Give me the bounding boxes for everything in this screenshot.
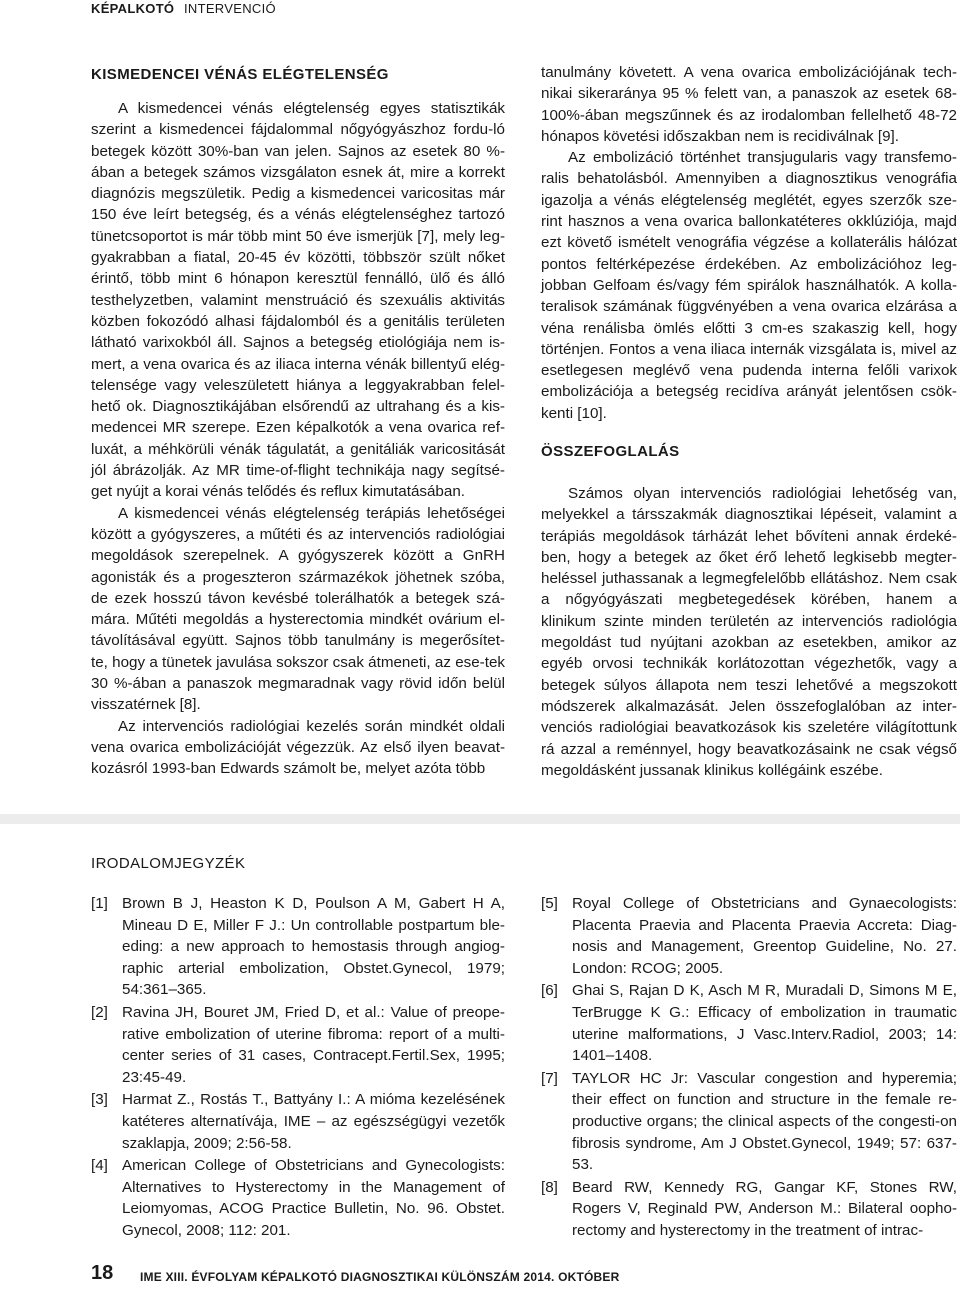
reference-number: [7] (541, 1069, 558, 1087)
reference-text: Ghai S, Rajan D K, Asch M R, Muradali D, Simons M E, TerBrugge K G.: Efficacy of embolization in traumatic uterine malformations, J Vasc.Interv.Radiol, 2003; 14: 1401–1408. (572, 982, 957, 1065)
paragraph: A kismedencei vénás elégtelenség egyes statisztikák szerint a kismedencei fájdalommal nőgyógyászhoz fordu-ló betegek között 30%-ban van jelen. Sajnos az esetek 80 %-ában a betegek számos vizsgálaton esnek át, mire a korrekt diagnózis megszületik. Pedig a kismedencei varicositas már 150 éve leírt betegség, és a vénás elégtelenséghez tartozó tünetcsoportot is már több mint 50 éve ismerjük [7], mely leg-gyakrabban a fiatal, 20-45 év közötti, többször szült nőket érintő, több mint 6 hónapon keresztül fennálló, ülő és álló testhelyzetben, valamint menstruáció és szexuális aktivitás közben fokozódó alhasi fájdalomból és a genitális területen látható varixokból áll. Sajnos a betegség etiológiája nem is-mert, a vena ovarica és az iliaca interna vénák billentyű elég-telensége vagy veleszületett hiánya a leggyakrabban felel-hető ok. Diagnosztikájában elsőrendű az ultrahang és a kis-medencei MR szerepe. Ezen képalkotók a vena ovarica ref-luxát, a méhkörüli vénák tágulatát, a genitáliák varicositását jól ábrázolják. Az MR time-of-flight technikája nagy segítsé-get nyújt a korai vénás telődés és reflux kimutatásában. (91, 100, 505, 501)
reference-number: [1] (91, 895, 108, 912)
reference-item (91, 1089, 505, 1154)
paragraph: tanulmány követett. A vena ovarica embolizációjának tech-nikai sikeraránya 95 % felett van, a panaszok az esetek 68-100%-ában megszűnnek és az irodalomban fellelhető 48-72 hónapos követési időszakban nem is recidiválnak [9]. (541, 64, 957, 145)
summary-text (541, 483, 957, 781)
header-subsection: INTERVENCIÓ (184, 1, 276, 16)
page-footer (91, 1262, 960, 1289)
reference-text: Royal College of Obstetricians and Gynaecologists: Placenta Praevia and Placenta Praevia Accreta: Diag-nosis and Management, Greentop Guideline, No. 27. London: RCOG; 2005. (572, 895, 957, 977)
references-title: IRODALOMJEGYZÉK (91, 855, 246, 872)
reference-number: [4] (91, 1157, 108, 1175)
reference-item (541, 1177, 957, 1242)
section-divider (0, 814, 960, 824)
references-left-column (91, 893, 505, 1243)
journal-info: IME XIII. ÉVFOLYAM KÉPALKOTÓ DIAGNOSZTIKAI KÜLÖNSZÁM 2014. OKTÓBER (140, 1270, 620, 1284)
reference-text: Brown B J, Heaston K D, Poulson A M, Gabert H A, Mineau D E, Miller F J.: Un controllable postpartum ble-eding: a new approach to hemostasis through angiog-raphic arterial embolization, Obstet.Gynecol, 1979; 54:361–365. (122, 895, 505, 999)
reference-text: American College of Obstetricians and Gynecologists: Alternatives to Hysterectomy in the Management of Leiomyomas, ACOG Practice Bulletin, No. 96. Obstet. Gynecol, 2008; 112: 201. (122, 1157, 505, 1239)
section-heading-summary: ÖSSZEFOGLALÁS (541, 443, 680, 460)
reference-item (91, 893, 505, 1001)
references-right-column (541, 893, 957, 1243)
reference-text: Ravina JH, Bouret JM, Fried D, et al.: Value of preope-rative embolization of uterine fibroma: report of a multi-center series of 31 cases, Contracept.Fertil.Sex, 1995; 23:45-49. (122, 1003, 505, 1086)
paragraph: Az embolizáció történhet transjugularis vagy transfemo-ralis behatolásból. Amennyiben a diagnosztikus venográfia igazolja a vénás elégtelenség meglétét, egyes szerzők sze-rint hasznos a vena ovarica ballonkatéteres okklúziója, majd ezt követő ismételt venográfia végzése a kollaterális hálózat pontos feltérképezése érdekében. Az embolizációhoz leg-jobban Gelfoam és/vagy fém spirálok használhatók. A kolla-teralisok számának függvényében a vena ovarica elzárása a véna renálisba ömlés előtti 3 cm-es szakaszig kell, hogy történjen. Fontos a vena iliaca internák vizsgálata is, mivel az esetlegesen meglévő vena pudenda interna felőli varixok embolizációja a betegség recidíva arányát jelentősen csök-kenti [10]. (541, 149, 957, 422)
reference-item (91, 1002, 505, 1088)
reference-number: [8] (541, 1178, 558, 1196)
section-heading-pelvic-venous-insufficiency: KISMEDENCEI VÉNÁS ELÉGTELENSÉG (91, 66, 389, 83)
reference-item (541, 893, 957, 979)
reference-number: [5] (541, 895, 558, 912)
paragraph: A kismedencei vénás elégtelenség terápiás lehetőségei között a gyógyszeres, a műtéti és az intervenciós radiológiai megoldások szerepelnek. A gyógyszerek között a GnRH agonisták és a progeszteron származékok jöhetnek szóba, de ezek hosszú távon kevésbé tolerálhatók a betegek szá-mára. Műtéti megoldás a hysterectomia mindkét ovárium el-távolításával együtt. Sajnos több tanulmány is megerősítet-te, hogy a tünetek javulása sokszor csak átmeneti, az ese-tek 30 %-ában a panaszok megmaradnak vagy rövid időn belül visszatérnek [8]. (91, 504, 505, 714)
left-text-column (91, 98, 505, 780)
paragraph: Számos olyan intervenciós radiológiai lehetőség van, melyekkel a társszakmák diagnosztikai lépéseit, valamint a terápiás megoldások tárházát lehet bővíteni annak érdeké-ben, hogy a betegek az őket érő lehető legkisebb megter-heléssel juthassanak a legmegfelelőbb ellátáshoz. Nem csak a nőgyógyászati megbetegedések körében, hanem a klinikum szinte minden területén az intervenciós radiológia megoldást tud nyújtani azokban az esetekben, amikor az egyéb orvosi technikák korlátozottan végezhetők, vagy a betegek súlyos állapota nem teszi lehetővé a megszokott módszerek alkalmazását. Jelen összefoglalóban az inter-venciós radiológiai beavatkozások kis szeletére világítottunk rá azzal a reménnyel, hogy beavatkozásaink ne csak végső megoldásként jussanak klinikus kollégáink eszébe. (541, 485, 957, 779)
paragraph: Az intervenciós radiológiai kezelés során mindkét oldali vena ovarica embolizációját végezzük. Az első ilyen beavat-kozásról 1993-ban Edwards számolt be, melyet azóta több (91, 717, 505, 778)
reference-item (91, 1155, 505, 1241)
right-text-column (541, 62, 957, 424)
reference-item (541, 1068, 957, 1176)
reference-text: Beard RW, Kennedy RG, Gangar KF, Stones RW, Rogers V, Reginald PW, Anderson M.: Bilateral oopho-rectomy and hysterectomy in the treatment of intrac- (572, 1178, 957, 1239)
reference-number: [2] (91, 1003, 108, 1021)
reference-text: TAYLOR HC Jr: Vascular congestion and hyperemia; their effect on function and structure in the female re-productive organs; the clinical aspects of the congesti-on fibrosis syndrome, Am J Obstet.Gynecol, 1949; 57: 637-53. (572, 1069, 957, 1174)
reference-number: [3] (91, 1091, 108, 1109)
page-number: 18 (91, 1262, 114, 1284)
header-section: KÉPALKOTÓ (91, 1, 175, 16)
reference-item (541, 980, 957, 1066)
running-header (0, 0, 960, 24)
reference-text: Harmat Z., Rostás T., Battyány I.: A mióma kezelésének katéteres alternatívája, IME – az egészségügyi vezetők szaklapja, 2009; 2:56-58. (122, 1091, 505, 1152)
reference-number: [6] (541, 982, 558, 1000)
